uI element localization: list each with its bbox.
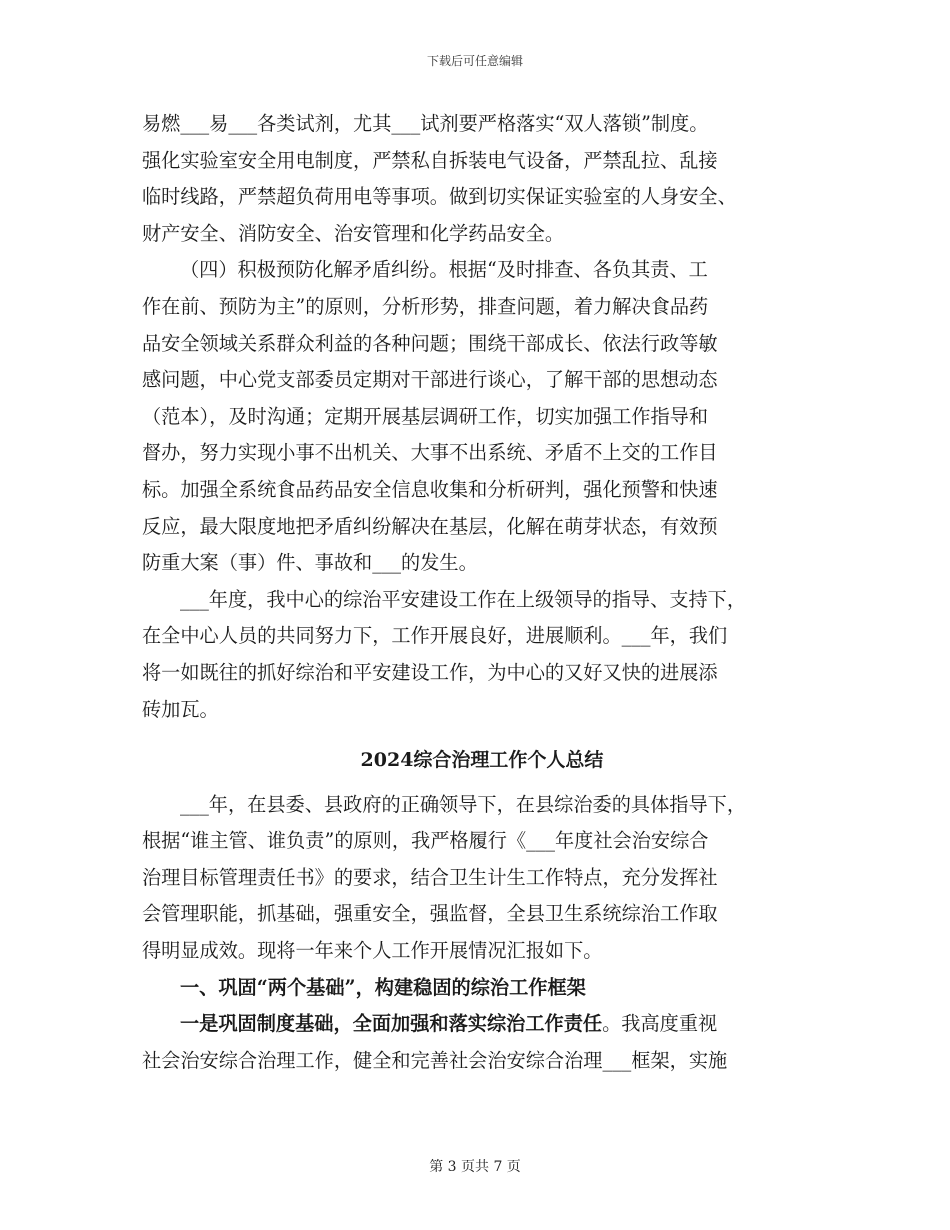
text-line: （四）积极预防化解矛盾纠纷。根据“及时排查、各负其责、工 — [180, 258, 708, 282]
bold-lead: 一是巩固制度基础，全面加强和落实综治工作责任 — [180, 1012, 603, 1036]
text-line: 临时线路，严禁超负荷用电等事项。做到切实保证实验室的人身安全、 — [142, 185, 737, 209]
text-line: 品安全领域关系群众利益的各种问题；围绕干部成长、依法行政等敏 — [142, 331, 718, 355]
text-line: 感问题，中心党支部委员定期对干部进行谈心，了解干部的思想动态 — [142, 368, 718, 392]
text-line: 督办，努力实现小事不出机关、大事不出系统、矛盾不上交的工作目 — [142, 441, 718, 465]
text-line: 根据“谁主管、谁负责”的原则，我严格履行《___年度社会治安综合 — [142, 829, 709, 853]
heading-one: 一、巩固“两个基础”，构建稳固的综治工作框架 — [180, 975, 586, 999]
text-line: 会管理职能，抓基础，强重安全，强监督，全县卫生系统综治工作取 — [142, 902, 718, 926]
text-line: 财产安全、消防安全、治安管理和化学药品安全。 — [142, 221, 565, 245]
text-line: 标。加强全系统食品药品安全信息收集和分析研判，强化预警和快速 — [142, 477, 718, 501]
text-line: 反应，最大限度地把矛盾纠纷解决在基层，化解在萌芽状态，有效预 — [142, 514, 718, 538]
text-line: 砖加瓦。 — [142, 697, 219, 721]
text-line: 防重大案（事）件、事故和___的发生。 — [142, 551, 478, 575]
text-line: 易燃___易___各类试剂，尤其___试剂要严格落实“双人落锁”制度。 — [142, 112, 709, 135]
text-line: （范本），及时沟通；定期开展基层调研工作，切实加强工作指导和 — [142, 404, 709, 428]
document-body — [142, 106, 822, 1079]
text-line: 治理目标管理责任书》的要求，结合卫生计生工作特点，充分发挥社 — [142, 865, 718, 889]
page-footer: 第 3 页共 7 页 — [429, 1159, 521, 1175]
text-line: 社会治安综合治理工作，健全和完善社会治安综合治理___框架，实施 — [142, 1048, 728, 1072]
text-line — [142, 1006, 822, 1043]
text-line: 将一如既往的抓好综治和平安建设工作，为中心的又好又快的进展添 — [142, 660, 718, 684]
text-line: 得明显成效。现将一年来个人工作开展情况汇报如下。 — [142, 939, 603, 963]
text-line: ___年度，我中心的综治平安建设工作在上级领导的指导、支持下， — [180, 587, 747, 611]
text-line: 强化实验室安全用电制度，严禁私自拆装电气设备，严禁乱拉、乱接 — [142, 148, 718, 172]
page-header: 下载后可任意编辑 — [426, 54, 523, 68]
text-span: 。我高度重视 — [602, 1012, 718, 1036]
section-title: 2024综合治理工作个人总结 — [360, 749, 604, 772]
text-line: 作在前、预防为主”的原则，分析形势，排查问题，着力解决食品药 — [142, 294, 709, 318]
text-line: 在全中心人员的共同努力下，工作开展良好，进展顺利。___年，我们 — [142, 624, 728, 648]
text-line: ___年，在县委、县政府的正确领导下，在县综治委的具体指导下， — [180, 792, 747, 816]
